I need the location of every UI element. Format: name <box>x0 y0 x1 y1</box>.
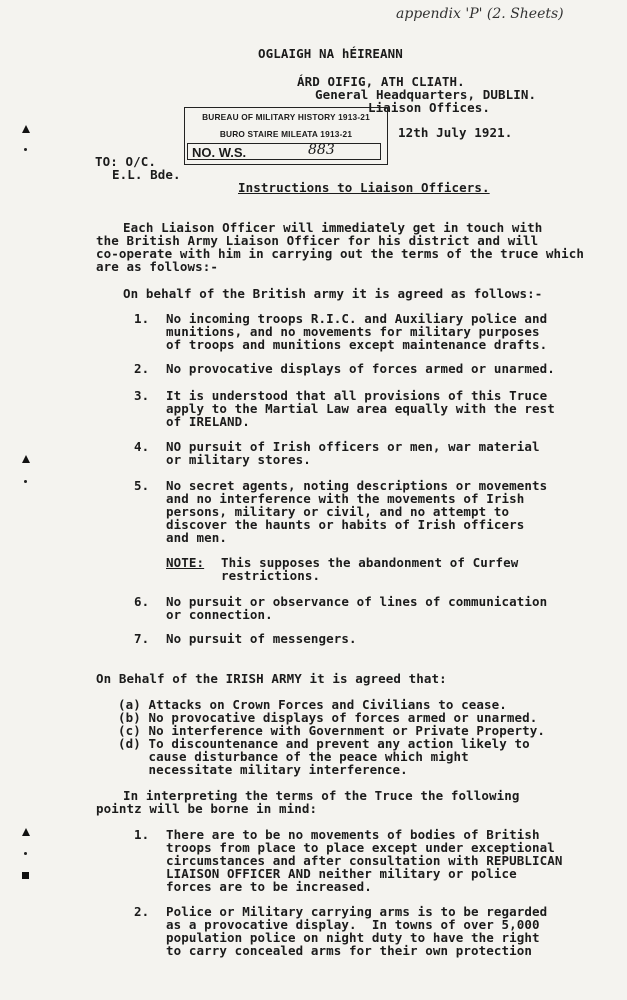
point-line: population police on night duty to have the right <box>166 930 540 945</box>
irish-item: (d) To discountenance and prevent any action likely to <box>118 736 530 751</box>
stamp-number: 883 <box>308 142 335 158</box>
document-title: Instructions to Liaison Officers. <box>238 180 490 195</box>
intro-line: Each Liaison Officer will immediately get in touch with <box>123 220 543 235</box>
point-line: circumstances and after consultation with REPUBLICAN <box>166 853 563 868</box>
point-line: Police or Military carrying arms is to be regarded <box>166 904 548 919</box>
item-line: persons, military or civil, and no attempt to <box>166 504 510 519</box>
intro-line: the British Army Liaison Officer for his district and will <box>96 233 539 248</box>
item-number: 1. <box>134 311 150 326</box>
item-number: 3. <box>134 388 150 403</box>
point-line: There are to be no movements of bodies of British <box>166 827 540 842</box>
irish-item: (b) No provocative displays of forces armed or unarmed. <box>118 710 538 725</box>
item-line: of IRELAND. <box>166 414 250 429</box>
margin-dot <box>24 480 27 483</box>
point-line: LIAISON OFFICER AND neither military or police <box>166 866 517 881</box>
item-line: No pursuit of messengers. <box>166 631 357 646</box>
stamp-line-1: BUREAU OF MILITARY HISTORY 1913-21 <box>202 112 370 122</box>
item-line: or connection. <box>166 607 273 622</box>
note-label: NOTE: <box>166 555 205 570</box>
punch-hole-mark <box>22 125 30 133</box>
item-line: munitions, and no movements for military purposes <box>166 324 540 339</box>
item-line: No incoming troops R.I.C. and Auxiliary police and <box>166 311 548 326</box>
header-line-4: Liaison Offices. <box>368 100 491 115</box>
margin-dot <box>24 148 27 151</box>
item-line: of troops and munitions except maintenance drafts. <box>166 337 548 352</box>
intro-line: are as follows:- <box>96 259 219 274</box>
item-line: No secret agents, noting descriptions or movements <box>166 478 548 493</box>
item-line: No provocative displays of forces armed or unarmed. <box>166 361 555 376</box>
point-line: troops from place to place except under exceptional <box>166 840 555 855</box>
british-heading: On behalf of the British army it is agreed as follows:- <box>123 286 543 301</box>
item-number: 2. <box>134 361 150 376</box>
irish-item: (c) No interference with Government or Private Property. <box>118 723 546 738</box>
item-number: 7. <box>134 631 150 646</box>
item-line: apply to the Martial Law area equally with the rest <box>166 401 555 416</box>
note-line: restrictions. <box>221 568 321 583</box>
stamp-label: NO. W.S. <box>192 145 247 160</box>
point-line: to carry concealed arms for their own protection <box>166 943 533 958</box>
punch-hole-mark <box>22 872 29 879</box>
addressee-unit: E.L. Bde. <box>112 167 181 182</box>
point-number: 2. <box>134 904 150 919</box>
header-line-1: OGLAIGH NA hÉIREANN <box>258 46 403 61</box>
intro-line: co-operate with him in carrying out the terms of the truce which <box>96 246 585 261</box>
item-line: and no interference with the movements of Irish <box>166 491 525 506</box>
point-number: 1. <box>134 827 150 842</box>
irish-item: necessitate military interference. <box>118 762 408 777</box>
item-number: 4. <box>134 439 150 454</box>
stamp-number-box <box>187 143 381 160</box>
header-date: 12th July 1921. <box>398 125 513 140</box>
irish-item: cause disturbance of the peace which might <box>118 749 469 764</box>
header-line-3: General Headquarters, DUBLIN. <box>315 87 537 102</box>
item-line: No pursuit or observance of lines of communication <box>166 594 548 609</box>
item-line: or military stores. <box>166 452 311 467</box>
item-number: 6. <box>134 594 150 609</box>
handwritten-annotation: appendix 'P' (2. Sheets) <box>396 6 564 22</box>
item-line: and men. <box>166 530 228 545</box>
irish-heading: On Behalf of the IRISH ARMY it is agreed that: <box>96 671 447 686</box>
irish-item: (a) Attacks on Crown Forces and Civilians to cease. <box>118 697 507 712</box>
item-line: discover the haunts or habits of Irish officers <box>166 517 525 532</box>
punch-hole-mark <box>22 455 30 463</box>
item-number: 5. <box>134 478 150 493</box>
archive-stamp <box>184 107 388 165</box>
item-line: It is understood that all provisions of this Truce <box>166 388 548 403</box>
margin-dot <box>24 852 27 855</box>
point-line: forces are to be increased. <box>166 879 372 894</box>
point-line: as a provocative display. In towns of over 5,000 <box>166 917 540 932</box>
note-line: This supposes the abandonment of Curfew <box>221 555 519 570</box>
addressee: TO: O/C. <box>95 154 157 169</box>
interpret-line: In interpreting the terms of the Truce the following <box>123 788 520 803</box>
interpret-line: pointz will be borne in mind: <box>96 801 318 816</box>
punch-hole-mark <box>22 828 30 836</box>
stamp-line-2: BURO STAIRE MILEATA 1913-21 <box>219 129 353 139</box>
item-line: NO pursuit of Irish officers or men, war material <box>166 439 540 454</box>
header-line-2: ÁRD OIFIG, ATH CLIATH. <box>297 74 465 89</box>
